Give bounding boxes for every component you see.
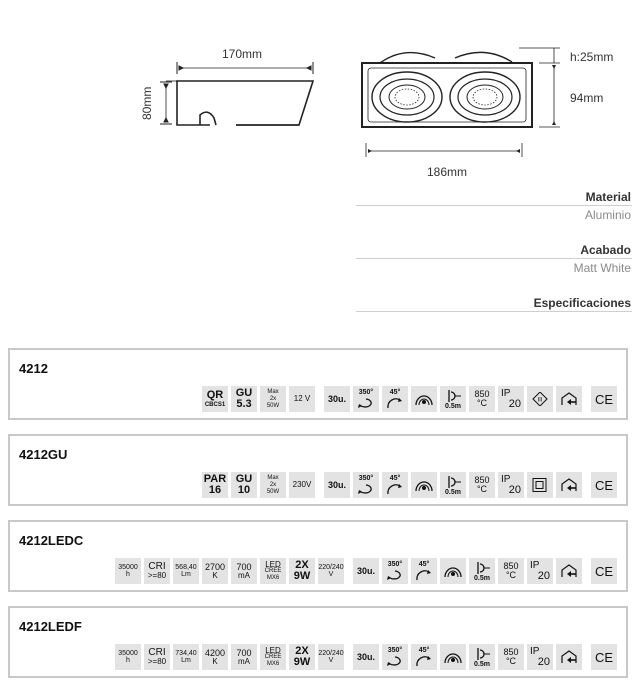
spec-badge: 850 °C xyxy=(498,644,524,670)
distance-icon xyxy=(469,558,495,584)
divider xyxy=(356,258,632,259)
house-icon xyxy=(556,644,582,670)
divider xyxy=(356,205,632,206)
icon-label: 45° xyxy=(418,646,430,654)
spec-icons xyxy=(115,558,617,584)
icon-label: 350° xyxy=(387,560,403,568)
tilt-45-icon xyxy=(382,386,408,412)
icon-label: 45° xyxy=(389,388,401,396)
spec-badge: 850 °C xyxy=(498,558,524,584)
side-height-dimension: 80mm xyxy=(140,86,154,120)
spec-icons xyxy=(202,472,617,498)
heat-icon xyxy=(411,386,437,412)
top-width-dimension: 186mm xyxy=(427,165,468,179)
side-width-dimension: 170mm xyxy=(222,47,263,61)
model-code: 4212LEDC xyxy=(19,533,84,548)
side-view-drawing xyxy=(160,62,313,125)
voltage-badge: 230V xyxy=(289,472,315,498)
model-code: 4212GU xyxy=(19,447,68,462)
top-view-drawing xyxy=(362,48,560,157)
spec-value-material: Aluminio xyxy=(584,208,631,222)
icon-label: 0.5m xyxy=(474,660,490,668)
spec-badge: 35000 h xyxy=(115,644,141,670)
model-code: 4212LEDF xyxy=(19,619,82,634)
icon-label: 350° xyxy=(358,474,374,482)
max-power-badge: Max 2x 50W xyxy=(260,472,286,498)
spec-badge: IP 20 xyxy=(498,386,524,412)
spec-badge: CRI >=80 xyxy=(144,644,170,670)
house-icon xyxy=(556,472,582,498)
divider xyxy=(356,311,632,312)
icon-label: 0.5m xyxy=(445,402,461,410)
spec-badge: 850 °C xyxy=(469,472,495,498)
spec-label-material: Material xyxy=(585,190,631,204)
model-row xyxy=(8,520,628,592)
tilt-45-icon xyxy=(411,644,437,670)
icon-label: 45° xyxy=(418,560,430,568)
heat-icon xyxy=(411,472,437,498)
spec-badge: GU 5.3 xyxy=(231,386,257,412)
spec-badge: 700 mA xyxy=(231,558,257,584)
led-type-badge: LED CREE MX6 xyxy=(260,644,286,670)
spec-badge: IP 20 xyxy=(527,558,553,584)
spec-label-acabado: Acabado xyxy=(580,243,631,257)
house-icon xyxy=(556,386,582,412)
rotate-350-icon xyxy=(382,644,408,670)
units-badge: 30u. xyxy=(324,386,350,412)
model-row xyxy=(8,606,628,678)
led-type-badge: LED CREE MX6 xyxy=(260,558,286,584)
spec-icons xyxy=(202,386,617,412)
icon-label: 45° xyxy=(389,474,401,482)
spec-badge: 568,40 Lm xyxy=(173,558,199,584)
units-badge: 30u. xyxy=(324,472,350,498)
tilt-45-icon xyxy=(411,558,437,584)
top-depth-dimension: 94mm xyxy=(570,91,604,105)
spec-value-acabado: Matt White xyxy=(573,261,631,275)
house-icon xyxy=(556,558,582,584)
spec-badge: 700 mA xyxy=(231,644,257,670)
ce-mark-icon: CE xyxy=(591,386,617,412)
technical-drawing xyxy=(0,0,642,330)
spec-badge: 2X 9W xyxy=(289,644,315,670)
distance-icon xyxy=(440,386,466,412)
spec-badge: 4200 K xyxy=(202,644,228,670)
model-row xyxy=(8,348,628,420)
spec-icons xyxy=(115,644,617,670)
ce-mark-icon: CE xyxy=(591,644,617,670)
heat-icon xyxy=(440,558,466,584)
rotate-350-icon xyxy=(353,386,379,412)
spec-badge: 2700 K xyxy=(202,558,228,584)
top-height-dimension: h:25mm xyxy=(570,50,614,64)
rotate-350-icon xyxy=(353,472,379,498)
heat-icon xyxy=(440,644,466,670)
icon-label: 0.5m xyxy=(474,574,490,582)
spec-badge: GU 10 xyxy=(231,472,257,498)
class-2-icon xyxy=(527,472,553,498)
max-power-badge: Max 2x 50W xyxy=(260,386,286,412)
spec-badge: IP 20 xyxy=(527,644,553,670)
voltage-badge: 12 V xyxy=(289,386,315,412)
distance-icon xyxy=(440,472,466,498)
model-row xyxy=(8,434,628,506)
spec-badge: IP 20 xyxy=(498,472,524,498)
class-3-icon xyxy=(527,386,553,412)
spec-badge: QR CBCS1 xyxy=(202,386,228,412)
spec-badge: CRI >=80 xyxy=(144,558,170,584)
spec-badge: 220/240 V xyxy=(318,558,344,584)
units-badge: 30u. xyxy=(353,644,379,670)
tilt-45-icon xyxy=(382,472,408,498)
ce-mark-icon: CE xyxy=(591,558,617,584)
spec-badge: 2X 9W xyxy=(289,558,315,584)
spec-label-especificaciones: Especificaciones xyxy=(533,296,631,310)
distance-icon xyxy=(469,644,495,670)
icon-label: 350° xyxy=(387,646,403,654)
spec-badge: 220/240 V xyxy=(318,644,344,670)
spec-badge: 35000 h xyxy=(115,558,141,584)
icon-label: 0.5m xyxy=(445,488,461,496)
icon-label: 350° xyxy=(358,388,374,396)
spec-badge: 850 °C xyxy=(469,386,495,412)
units-badge: 30u. xyxy=(353,558,379,584)
rotate-350-icon xyxy=(382,558,408,584)
spec-badge: PAR 16 xyxy=(203,473,227,496)
svg-text:III: III xyxy=(537,397,543,404)
model-code: 4212 xyxy=(19,361,48,376)
spec-badge: 734,40 Lm xyxy=(173,644,199,670)
ce-mark-icon: CE xyxy=(591,472,617,498)
